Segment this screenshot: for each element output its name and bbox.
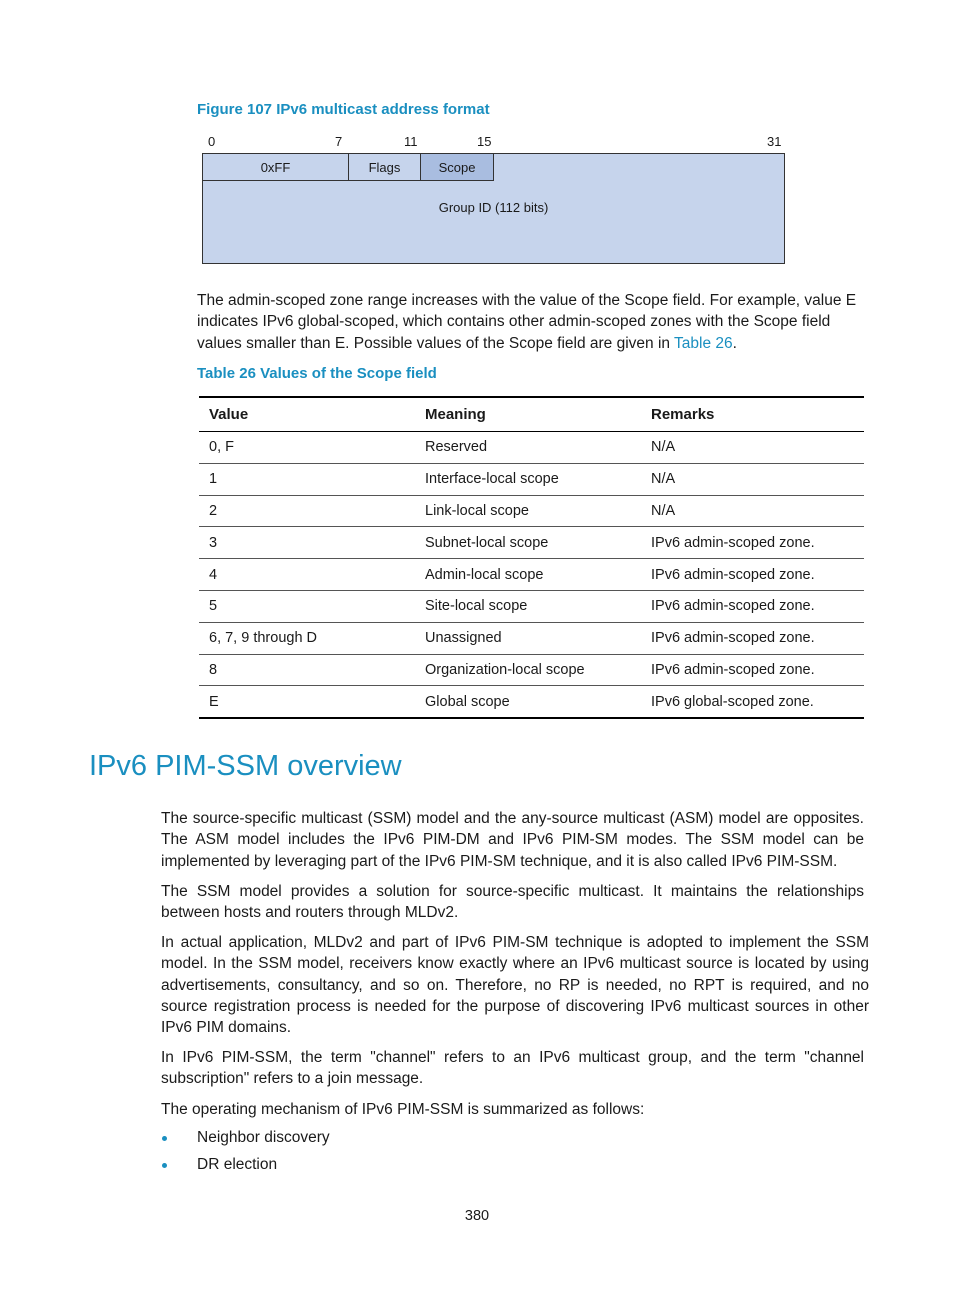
cell-value: 1 (199, 463, 415, 495)
bit-label-0: 0 (208, 134, 216, 149)
table-caption: Table 26 Values of the Scope field (197, 365, 437, 382)
paragraph-actual-application: In actual application, MLDv2 and part of IPv6 PIM-SM technique is adopted to implement the SSM model. In the SSM model, receivers know exactly where an IPv6 multicast source is located by using advertisements, consultancy, and so on. Therefore, no RP is needed, no RPT is required, and no source registration process is needed for the purpose of discovering IPv6 multicast sources in other IPv6 PIM domains. (161, 934, 869, 1037)
cell-remarks: IPv6 admin-scoped zone. (641, 559, 864, 591)
header-remarks: Remarks (641, 397, 864, 432)
scope-label: Scope (438, 159, 476, 175)
bit-label-7: 7 (335, 134, 343, 149)
bullet-icon (162, 1163, 167, 1168)
cell-value: 6, 7, 9 through D (199, 622, 415, 654)
figure-caption: Figure 107 IPv6 multicast address format (197, 101, 490, 118)
group-id-label: Group ID (112 bits) (438, 200, 549, 215)
cell-meaning: Reserved (415, 432, 641, 464)
flags-label: Flags (368, 159, 401, 175)
page-number: 380 (464, 1208, 490, 1224)
cell-remarks: IPv6 admin-scoped zone. (641, 527, 864, 559)
list-item-dr-election: DR election (197, 1156, 278, 1173)
section-heading: IPv6 PIM-SSM overview (89, 750, 402, 782)
cell-meaning: Unassigned (415, 622, 641, 654)
cell-meaning: Link-local scope (415, 495, 641, 527)
cell-meaning: Subnet-local scope (415, 527, 641, 559)
cell-meaning: Global scope (415, 686, 641, 718)
table-row (199, 686, 864, 718)
cell-remarks: IPv6 admin-scoped zone. (641, 590, 864, 622)
table-row (199, 590, 864, 622)
bullet-icon (162, 1136, 167, 1141)
table-26-link[interactable]: Table 26 (674, 334, 733, 352)
table-row (199, 463, 864, 495)
cell-meaning: Organization-local scope (415, 654, 641, 686)
bit-label-11: 11 (404, 134, 418, 149)
cell-value: E (199, 686, 415, 718)
bit-label-31: 31 (767, 134, 782, 149)
scope-values-table (199, 396, 864, 719)
intro-text: The admin-scoped zone range increases with the value of the Scope field. For example, value E indicates IPv6 global-scoped, which contains other admin-scoped zones with the Scope field values smaller than E. Possible values of the Scope field are given in (197, 292, 857, 352)
table-row (199, 654, 864, 686)
cell-remarks: N/A (641, 432, 864, 464)
bit-label-15: 15 (477, 134, 492, 149)
intro-paragraph (197, 290, 865, 354)
paragraph-ssm-asm: The source-specific multicast (SSM) model and the any-source multicast (ASM) model are opposites. The ASM model includes the IPv6 PIM-DM and IPv6 PIM-SM modes. The SSM model can be implemented by leveraging part of the IPv6 PIM-SM technique, and it is also called IPv6 PIM-SSM. (161, 810, 864, 870)
cell-value: 3 (199, 527, 415, 559)
table-row (199, 495, 864, 527)
table-row (199, 622, 864, 654)
table-row (199, 432, 864, 464)
table-row (199, 559, 864, 591)
header-meaning: Meaning (415, 397, 641, 432)
cell-meaning: Admin-local scope (415, 559, 641, 591)
ff-field (202, 153, 349, 181)
intro-end: . (732, 334, 737, 352)
cell-meaning: Interface-local scope (415, 463, 641, 495)
cell-value: 5 (199, 590, 415, 622)
scope-field (420, 153, 494, 181)
cell-value: 8 (199, 654, 415, 686)
cell-remarks: N/A (641, 495, 864, 527)
cell-value: 2 (199, 495, 415, 527)
table-row (199, 527, 864, 559)
cell-remarks: IPv6 admin-scoped zone. (641, 654, 864, 686)
paragraph-mechanism: The operating mechanism of IPv6 PIM-SSM is summarized as follows: (161, 1101, 645, 1118)
ff-label: 0xFF (260, 159, 291, 175)
cell-value: 0, F (199, 432, 415, 464)
paragraph-ssm-solution: The SSM model provides a solution for source-specific multicast. It maintains the relationships between hosts and routers through MLDv2. (161, 883, 864, 922)
paragraph-channel: In IPv6 PIM-SSM, the term "channel" refers to an IPv6 multicast group, and the term "channel subscription" refers to a join message. (161, 1049, 864, 1088)
table-header-row (199, 397, 864, 432)
cell-remarks: IPv6 global-scoped zone. (641, 686, 864, 718)
cell-meaning: Site-local scope (415, 590, 641, 622)
cell-remarks: IPv6 admin-scoped zone. (641, 622, 864, 654)
list-item-neighbor-discovery: Neighbor discovery (197, 1129, 330, 1146)
header-value: Value (199, 397, 415, 432)
cell-remarks: N/A (641, 463, 864, 495)
cell-value: 4 (199, 559, 415, 591)
flags-field (348, 153, 421, 181)
